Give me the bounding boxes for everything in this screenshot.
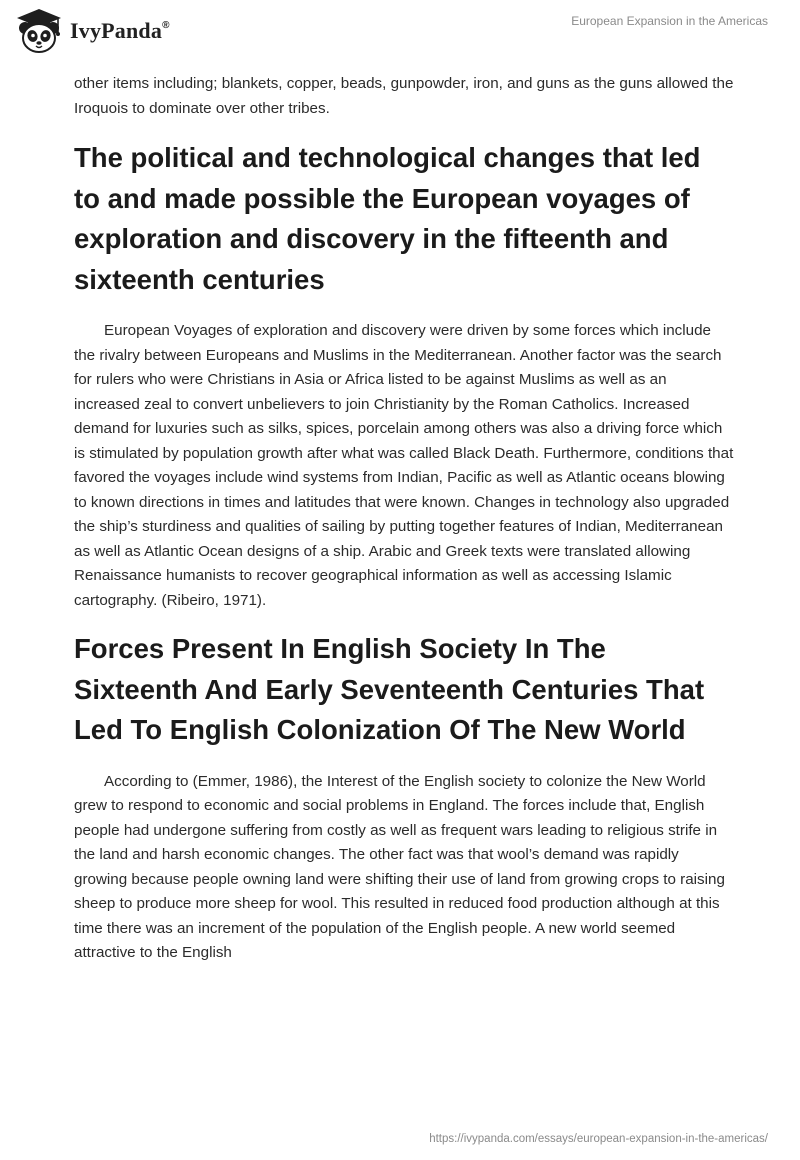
section-heading-exploration: The political and technological changes that led to and made possible the European voyages of exploration and discovery in the fifteenth and sixteenth centuries <box>74 142 701 295</box>
article-body <box>74 72 734 966</box>
section-heading-english-colonization: Forces Present In English Society In The Sixteenth And Early Seventeenth Centuries That Led To English Colonization Of The New World <box>74 633 705 745</box>
intro-paragraph: other items including; blankets, copper, beads, gunpowder, iron, and guns as the guns allowed the Iroquois to dominate over other tribes. <box>74 75 734 117</box>
document-title: European Expansion in the Americas <box>571 14 768 28</box>
panda-graduate-icon <box>14 6 64 56</box>
section-paragraph-exploration: European Voyages of exploration and discovery were driven by some forces which include the rivalry between Europeans and Muslims in the Mediterranean. Another factor was the search for rulers who were Christians in Asia or Africa listed to be against Muslims as well as an increased zeal to convert unbelievers to join Christianity by the Roman Catholics. Increased demand for luxuries such as silks, spices, porcelain among others was also a driving force which is stimulated by population growth after what was called Black Death. Furthermore, conditions that favored the voyages include wind systems from Indian, Pacific as well as Atlantic oceans blowing to known directions in times and latitudes that were known. Changes in technology also upgraded the ship’s sturdiness and qualities of sailing by putting together features of Indian, Mediterranean as well as Atlantic Ocean designs of a ship. Arabic and Greek texts were translated allowing Renaissance humanists to recover geographical information as well as accessing Islamic cartography. (Ribeiro, 1971). <box>74 322 734 609</box>
brand-name: IvyPanda® <box>70 18 170 43</box>
source-url[interactable]: https://ivypanda.com/essays/european-expansion-in-the-americas/ <box>429 1133 768 1145</box>
section-paragraph-english-colonization: According to (Emmer, 1986), the Interest of the English society to colonize the New World grew to respond to economic and social problems in England. The forces include that, English people had undergone suffering from costly as well as frequent wars leading to religious strife in the land and harsh economic changes. The other fact was that wool’s demand was rapidly growing because people owning land were shifting their use of land from growing crops to raising sheep to produce more sheep for wool. This resulted in reduced food production although at this time there was an increment of the population of the English people. A new world seemed attractive to the English <box>74 772 725 961</box>
brand-logo[interactable] <box>14 6 170 56</box>
page-header <box>0 0 800 64</box>
